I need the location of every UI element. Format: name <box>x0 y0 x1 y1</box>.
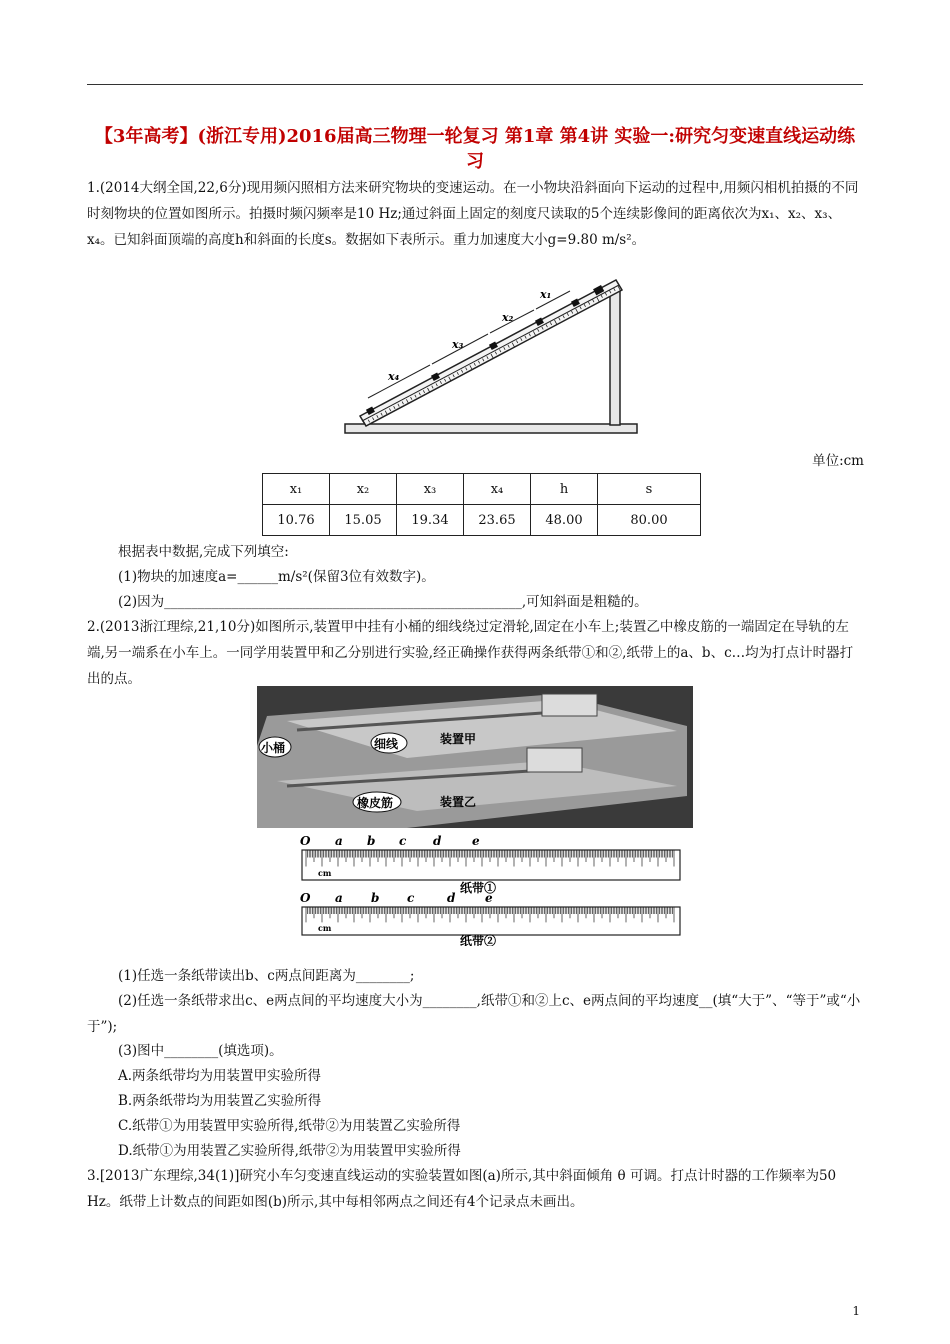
x4-label: x₄ <box>388 370 400 383</box>
point-c: c <box>407 891 415 905</box>
point-d: d <box>447 891 456 905</box>
table-row <box>263 505 701 536</box>
tape-unit: cm <box>318 923 332 933</box>
point-d: d <box>433 834 442 848</box>
q2-option-b: B.两条纸带均为用装置乙实验所得 <box>118 1093 322 1109</box>
point-c: c <box>399 834 407 848</box>
device-a-label: 装置甲 <box>440 732 477 746</box>
q2-option-c: C.纸带①为用装置甲实验所得,纸带②为用装置乙实验所得 <box>118 1118 461 1134</box>
table-header-cell: s <box>598 474 701 505</box>
point-a: a <box>335 834 343 848</box>
vertical-post <box>610 288 620 425</box>
q2-option-a: A.两条纸带均为用装置甲实验所得 <box>118 1068 322 1084</box>
document-title: 【3年高考】(浙江专用)2016届高三物理一轮复习 第1章 第4讲 实验一:研究匀变速直线运动练习 <box>94 126 856 172</box>
table-header-cell: x₃ <box>397 474 464 505</box>
tape-1-label: 纸带① <box>460 881 497 895</box>
table-header-row <box>263 474 701 505</box>
header-rule <box>87 84 863 85</box>
apparatus-photo <box>257 686 693 828</box>
q2-option-d: D.纸带①为用装置乙实验所得,纸带②为用装置甲实验所得 <box>118 1143 461 1159</box>
table-cell: 10.76 <box>263 505 330 536</box>
table-header-cell: x₄ <box>464 474 531 505</box>
bucket-label: 小桶 <box>261 741 286 755</box>
q2-stem: 2.(2013浙江理综,21,10分)如图所示,装置甲中挂有小桶的细线绕过定滑轮,固定在小车上;装置乙中橡皮筋的一端固定在导轨的左端,另一端系在小车上。一同学用装置甲和乙分别进行实验,经正确操作获得两条纸带①和②,纸带上的a、b、c…均为打点计时器打出的点。 <box>87 619 854 687</box>
rubber-label: 橡皮筋 <box>357 796 394 810</box>
table-cell: 23.65 <box>464 505 531 536</box>
tape-2-label: 纸带② <box>460 934 497 946</box>
x3-label: x₃ <box>452 338 464 351</box>
data-table <box>262 473 701 536</box>
q2-sub3: (3)图中________(填选项)。 <box>118 1043 283 1059</box>
tape-2 <box>300 891 680 946</box>
q3-stem: 3.[2013广东理综,34(1)]研究小车匀变速直线运动的实验装置如图(a)所示,其中斜面倾角 θ 可调。打点计时器的工作频率为50 Hz。纸带上计数点的间距如图(b)所示,其中每相邻两点之间还有4个记录点未画出。 <box>87 1168 837 1210</box>
point-b: b <box>367 834 376 848</box>
paper-tapes <box>300 830 684 946</box>
base-board <box>345 424 637 433</box>
point-O: O <box>300 834 311 848</box>
point-e: e <box>472 834 480 848</box>
x1-label: x₁ <box>540 288 552 301</box>
device-b-label: 装置乙 <box>440 795 477 809</box>
table-header-cell: x₂ <box>330 474 397 505</box>
table-cell: 48.00 <box>531 505 598 536</box>
point-e: e <box>485 891 493 905</box>
incline-figure <box>340 268 640 438</box>
q2-sub2: (2)任选一条纸带求出c、e两点间的平均速度大小为________,纸带①和②上c、e两点间的平均速度__(填“大于”、“等于”或“小于”); <box>87 993 861 1035</box>
table-header-cell: h <box>531 474 598 505</box>
table-cell: 19.34 <box>397 505 464 536</box>
q1-sub1: (1)物块的加速度a=______m/s²(保留3位有效数字)。 <box>118 569 435 585</box>
table-unit: 单位:cm <box>812 453 864 469</box>
point-b: b <box>371 891 380 905</box>
table-cell: 80.00 <box>598 505 701 536</box>
table-header-cell: x₁ <box>263 474 330 505</box>
q1-instruction: 根据表中数据,完成下列填空: <box>118 544 289 560</box>
page-number: 1 <box>852 1304 860 1318</box>
x2-label: x₂ <box>502 311 514 324</box>
q1-sub2: (2)因为_____________________________________________________,可知斜面是粗糙的。 <box>118 594 648 610</box>
point-a: a <box>335 891 343 905</box>
string-label: 细线 <box>374 737 399 751</box>
q2-sub1: (1)任选一条纸带读出b、c两点间距离为________; <box>118 968 415 984</box>
point-O: O <box>300 891 311 905</box>
q1-stem: 1.(2014大纲全国,22,6分)现用频闪照相方法来研究物块的变速运动。在一小物块沿斜面向下运动的过程中,用频闪相机拍摄的不同时刻物块的位置如图所示。拍摄时频闪频率是10 Hz;通过斜面上固定的刻度尺读取的5个连续影像间的距离依次为x₁、x₂、x₃、x₄。已知斜面顶端的高度h和斜面的长度s。数据如下表所示。重力加速度大小g=9.80 m/s²。 <box>87 180 859 248</box>
tape-unit: cm <box>318 868 332 878</box>
tape-1 <box>300 834 680 895</box>
table-cell: 15.05 <box>330 505 397 536</box>
